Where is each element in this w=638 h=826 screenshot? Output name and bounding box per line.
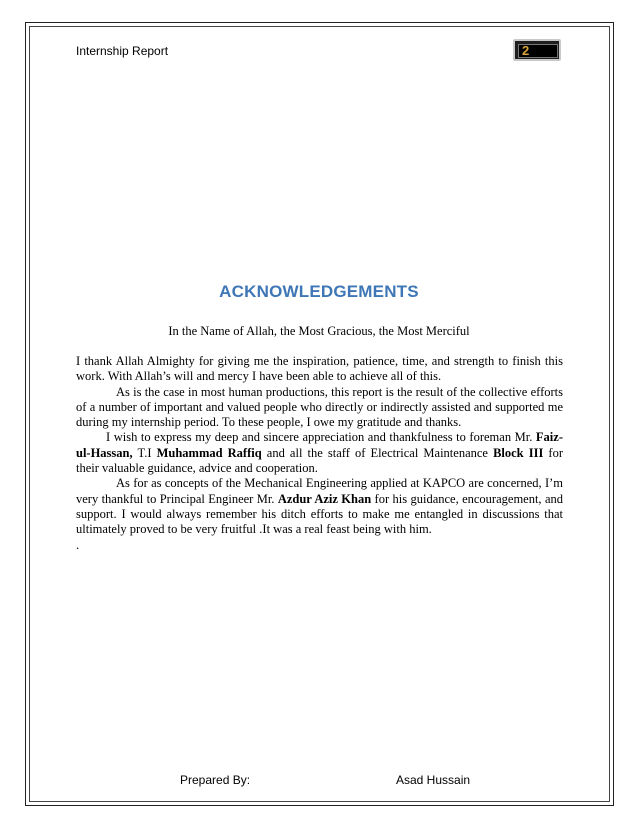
name-faiz-ul-hassan: Faiz-ul-Hassan, [76, 430, 563, 460]
name-azdur-aziz-khan: Azdur Aziz Khan [277, 491, 372, 506]
paragraph-3-text-a: I wish to express my deep and sincere appreciation and thankfulness to foreman Mr. [106, 430, 536, 445]
page-title: ACKNOWLEDGEMENTS [219, 282, 419, 301]
paragraph-3-text-d: for their valuable guidance, advice and cooperation. [76, 445, 563, 476]
page-number: 2 [522, 43, 530, 58]
paragraph-2: As is the case in most human productions, this report is the result of the collective efforts of a number of important and valued people who directly or indirectly assisted and supported me during my internship period. To these people, I owe my gratitude and thanks. [76, 384, 563, 430]
body-text [76, 354, 563, 553]
page-number-badge [513, 39, 561, 61]
paragraph-4-text-b: for his guidance, encouragement, and support. I would always remember his ditch efforts to make me entangled in discussions that ultimately proved to be very fruitful .It was a real feast being with him. [76, 491, 563, 537]
footer-author: Asad Hussain [396, 773, 471, 787]
paragraph-4 [76, 476, 563, 537]
footer-prepared-by: Prepared By: [180, 773, 251, 787]
name-muhammad-raffiq: Muhammad Raffiq [156, 445, 262, 460]
paragraph-1: I thank Allah Almighty for giving me the inspiration, patience, time, and strength to finish this work. With Allah’s will and mercy I have been able to achieve all of this. [76, 354, 563, 384]
subtitle: In the Name of Allah, the Most Gracious, the Most Merciful [168, 324, 470, 338]
paragraph-4-text-a: As for as concepts of the Mechanical Engineering applied at KAPCO are concerned, I’m very thankful to Principal Engineer Mr. [76, 476, 563, 506]
block-iii: Block III [493, 445, 544, 460]
paragraph-3-text-c: and all the staff of Electrical Maintenance [261, 445, 494, 460]
paragraph-5: . [76, 537, 80, 552]
paragraph-3 [76, 430, 563, 476]
header-title: Internship Report [76, 44, 169, 58]
paragraph-3-text-b: T.I [132, 445, 157, 460]
